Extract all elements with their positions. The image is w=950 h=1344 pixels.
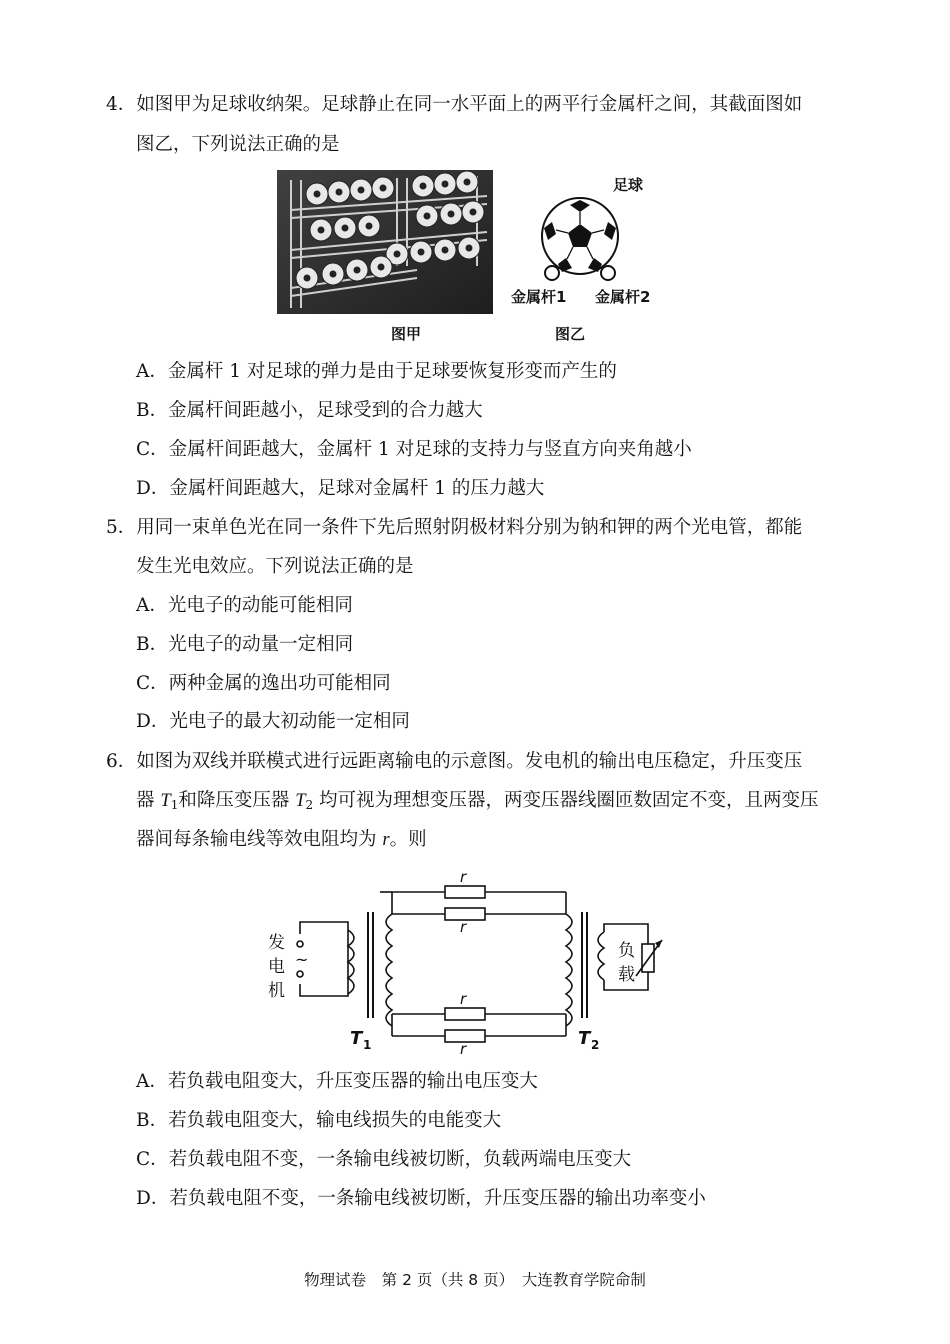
q4-number: 4．	[106, 94, 137, 115]
q6-line2-part-c: 均可视为理想变压器，两变压器线圈匝数固定不变，且两变压	[313, 790, 819, 811]
r-label-bottom2: r	[460, 1040, 467, 1058]
q5-option-d: D．光电子的最大初动能一定相同	[136, 711, 410, 732]
q5-stem-text1: 用同一束单色光在同一条件下先后照射阴极材料分别为钠和钾的两个光电管，都能	[136, 517, 803, 538]
generator-label-1: 发	[268, 933, 285, 953]
q4-stem-line1	[106, 92, 802, 118]
t2-diagram-sub: 2	[591, 1038, 600, 1052]
load-label-2: 载	[618, 965, 635, 985]
fig-b-ball-label: 足球	[613, 176, 644, 194]
page-footer: 物理试卷 第 2 页（共 8 页） 大连教育学院命制	[304, 1271, 646, 1289]
q5-option-c: C．两种金属的逸出功可能相同	[136, 673, 391, 694]
q4-stem-text1: 如图甲为足球收纳架。足球静止在同一水平面上的两平行金属杆之间，其截面图如	[136, 94, 803, 115]
r-label-top1: r	[460, 868, 467, 886]
q4-option-c: C．金属杆间距越大，金属杆 1 对足球的支持力与竖直方向夹角越小	[136, 439, 692, 460]
t2-diagram-label: T	[578, 1028, 591, 1049]
fig-b-caption: 图乙	[555, 325, 586, 343]
figure-a-football-rack-photo	[277, 170, 493, 314]
q6-line2-part-b: 和降压变压器	[178, 790, 296, 811]
fig-b-rod2-label: 金属杆2	[595, 288, 651, 306]
ac-source-symbol: ~	[295, 950, 309, 969]
fig-b-rod1-label: 金属杆1	[511, 288, 567, 306]
generator-label-2: 电	[268, 957, 285, 977]
q6-option-a: A．若负载电阻变大，升压变压器的输出电压变大	[136, 1071, 538, 1092]
r-label-top2: r	[460, 918, 467, 936]
q5-stem-line2: 发生光电效应。下列说法正确的是	[136, 556, 414, 577]
q6-option-c: C．若负载电阻不变，一条输电线被切断，负载两端电压变大	[136, 1149, 632, 1170]
q4-stem-line2: 图乙，下列说法正确的是	[136, 134, 340, 155]
metal-rod-1-circle	[545, 266, 559, 280]
generator-label-3: 机	[268, 981, 285, 1001]
q4-option-a: A．金属杆 1 对足球的弹力是由于足球要恢复形变而产生的	[136, 361, 617, 382]
q6-stem-line2	[136, 788, 819, 818]
t1-diagram-sub: 1	[363, 1038, 372, 1052]
q6-line3-part-a: 器间每条输电线等效电阻均为	[136, 829, 383, 850]
q6-number: 6．	[106, 751, 137, 772]
q5-stem-line1	[106, 515, 802, 541]
load-label-1: 负	[618, 941, 635, 961]
q5-number: 5．	[106, 517, 137, 538]
q4-option-b: B．金属杆间距越小，足球受到的合力越大	[136, 400, 483, 421]
t2-letter: T	[295, 791, 306, 811]
q6-line2-part-a: 器	[136, 790, 161, 811]
q6-option-b: B．若负载电阻变大，输电线损失的电能变大	[136, 1110, 502, 1131]
q6-line3-part-b: 。则	[389, 829, 427, 850]
metal-rod-2-circle	[601, 266, 615, 280]
t1-letter: T	[160, 791, 171, 811]
t1-subscript: 1	[170, 798, 179, 812]
fig-a-caption: 图甲	[391, 325, 422, 343]
q6-stem-line3	[136, 827, 427, 853]
t2-subscript: 2	[305, 798, 314, 812]
r-label-bottom1: r	[460, 990, 467, 1008]
q6-stem-text1: 如图为双线并联模式进行远距离输电的示意图。发电机的输出电压稳定，升压变压	[136, 751, 803, 772]
r-symbol: r	[382, 830, 390, 850]
q6-option-d: D．若负载电阻不变，一条输电线被切断，升压变压器的输出功率变小	[136, 1188, 706, 1209]
transmission-circuit-diagram	[260, 868, 680, 1058]
q5-option-b: B．光电子的动量一定相同	[136, 634, 354, 655]
q5-option-a: A．光电子的动能可能相同	[136, 595, 353, 616]
figure-b-cross-section	[530, 194, 630, 286]
q4-option-d: D．金属杆间距越大，足球对金属杆 1 的压力越大	[136, 478, 545, 499]
t1-diagram-label: T	[350, 1028, 363, 1049]
q6-stem-line1	[106, 749, 802, 775]
